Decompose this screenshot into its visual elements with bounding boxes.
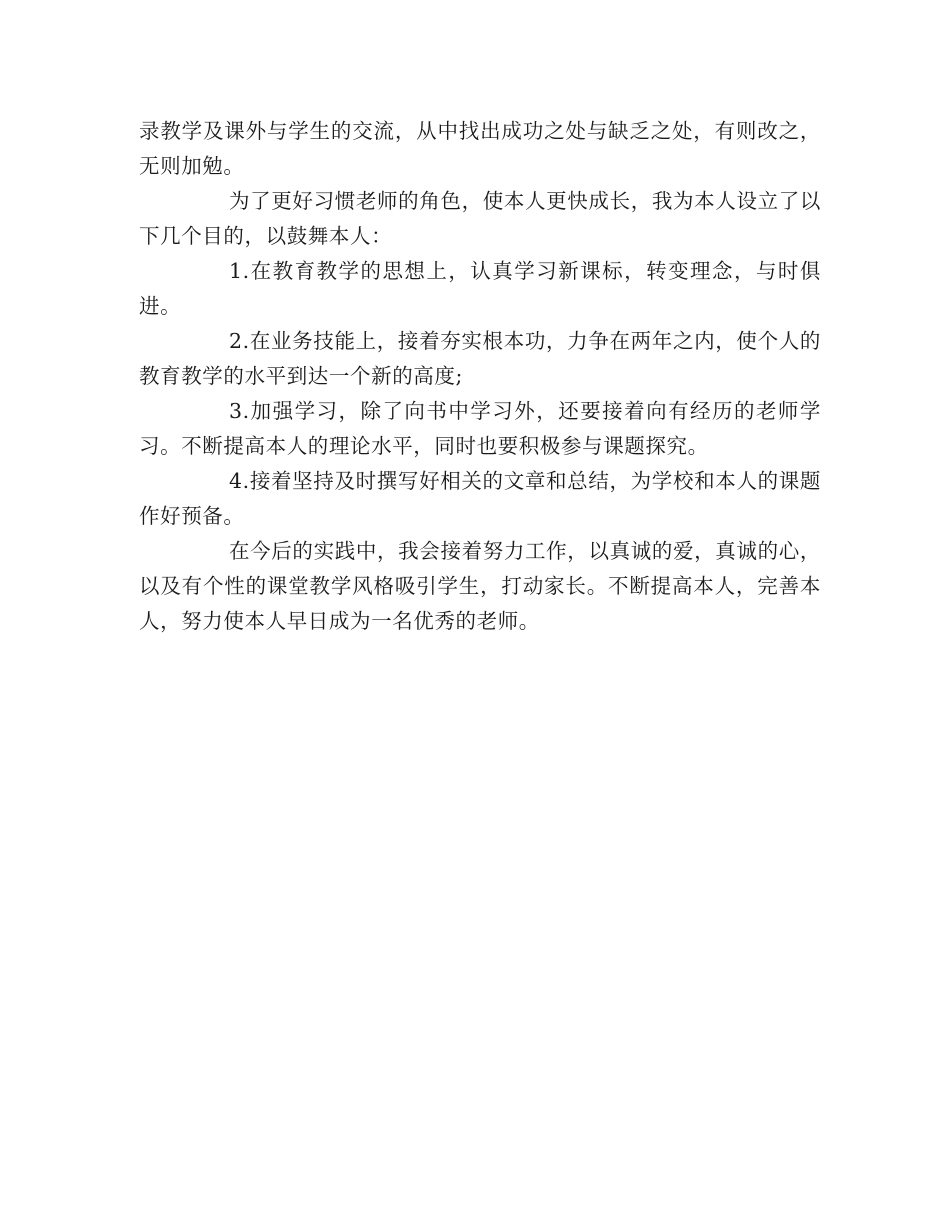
paragraph-goal-4: 4.接着坚持及时撰写好相关的文章和总结，为学校和本人的课题作好预备。 bbox=[139, 469, 821, 528]
paragraph-goals-intro: 为了更好习惯老师的角色，使本人更快成长，我为本人设立了以下几个目的，以鼓舞本人： bbox=[139, 189, 821, 248]
paragraph-goal-3: 3.加强学习，除了向书中学习外，还要接着向有经历的老师学习。不断提高本人的理论水平，同时也要积极参与课题探究。 bbox=[139, 399, 821, 458]
document-body bbox=[139, 114, 821, 639]
paragraph-goal-2: 2.在业务技能上，接着夯实根本功，力争在两年之内，使个人的教育教学的水平到达一个新的高度; bbox=[139, 329, 821, 388]
paragraph-conclusion: 在今后的实践中，我会接着努力工作，以真诚的爱，真诚的心，以及有个性的课堂教学风格吸引学生，打动家长。不断提高本人，完善本人，努力使本人早日成为一名优秀的老师。 bbox=[139, 539, 821, 633]
paragraph-continuation: 录教学及课外与学生的交流，从中找出成功之处与缺乏之处，有则改之，无则加勉。 bbox=[139, 119, 821, 178]
paragraph-goal-1: 1.在教育教学的思想上，认真学习新课标，转变理念，与时俱进。 bbox=[139, 259, 821, 318]
